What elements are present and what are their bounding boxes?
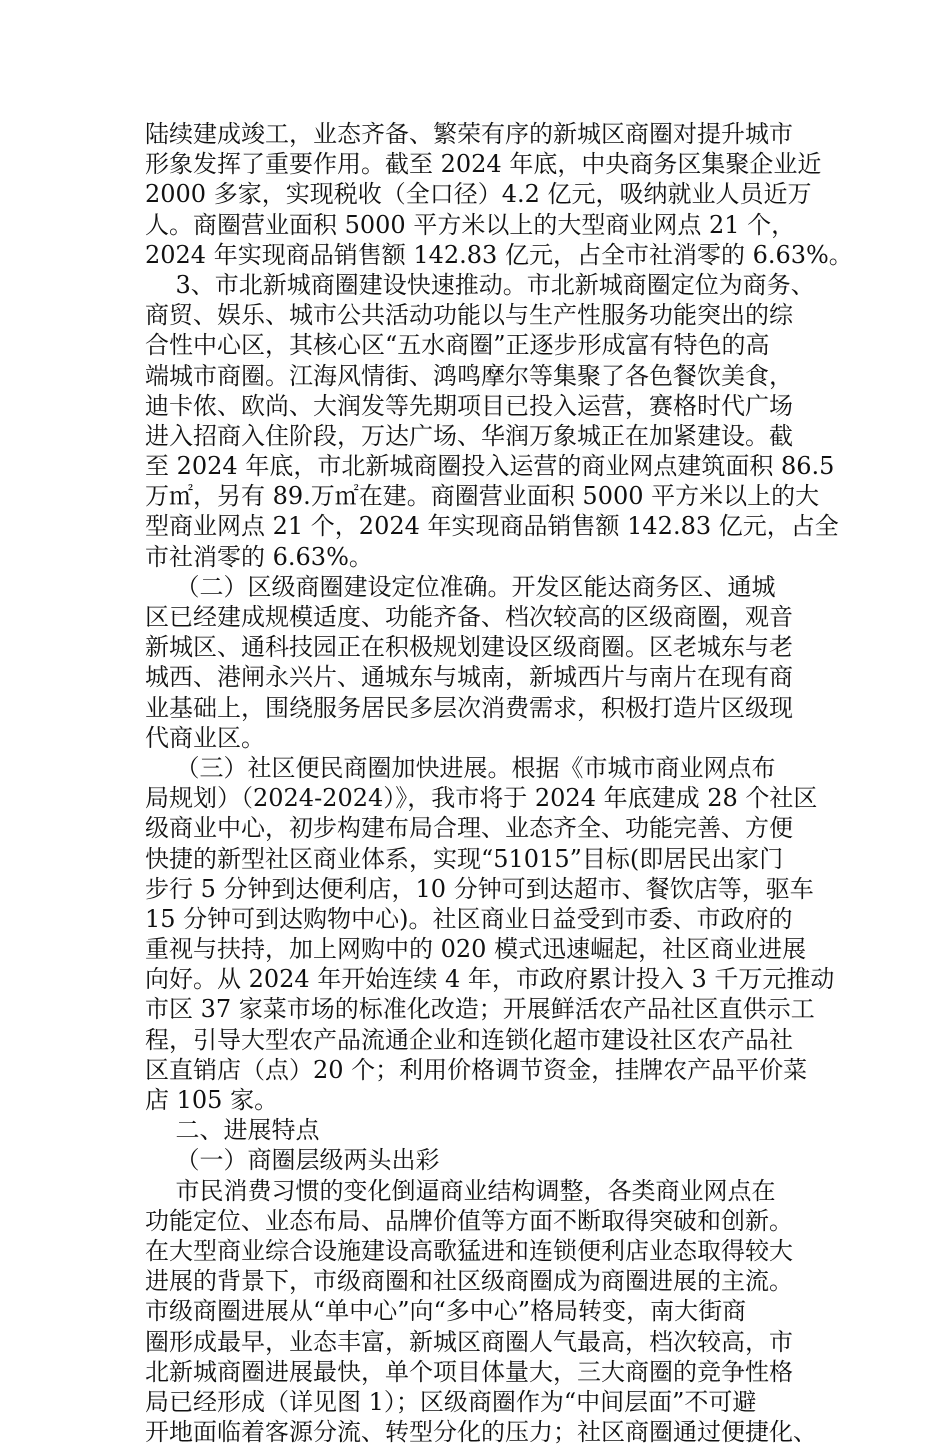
text-line: （二）区级商圈建设定位准确。开发区能达商务区、通城	[145, 572, 776, 601]
text-line: 市社消零的 6.63%。	[145, 542, 373, 571]
text-line: 功能定位、业态布局、品牌价值等方面不断取得突破和创新。	[145, 1206, 793, 1235]
text-line: 市民消费习惯的变化倒逼商业结构调整，各类商业网点在	[145, 1176, 776, 1205]
text-line: 业基础上，围绕服务居民多层次消费需求，积极打造片区级现	[145, 693, 793, 722]
text-line: 商贸、娱乐、城市公共活动功能以与生产性服务功能突出的综	[145, 301, 793, 330]
text-line: 型商业网点 21 个，2024 年实现商品销售额 142.83 亿元，占全	[145, 512, 839, 541]
text-line: 向好。从 2024 年开始连续 4 年，市政府累计投入 3 千万元推动	[145, 965, 835, 994]
text-line: 店 105 家。	[145, 1086, 279, 1114]
text-line: 级商业中心，初步构建布局合理、业态齐全、功能完善、方便	[145, 814, 793, 843]
text-line: 城西、港闸永兴片、通城东与城南，新城西片与南片在现有商	[145, 663, 793, 692]
text-line: 局已经形成（详见图 1）；区级商圈作为“中间层面”不可避	[145, 1387, 757, 1416]
text-line: 迪卡侬、欧尚、大润发等先期项目已投入运营，赛格时代广场	[145, 391, 793, 420]
text-line: 程，引导大型农产品流通企业和连锁化超市建设社区农产品社	[145, 1025, 793, 1054]
text-line: （三）社区便民商圈加快进展。根据《市城市商业网点布	[145, 753, 776, 782]
text-line: 快捷的新型社区商业体系，实现“51015”目标(即居民出家门	[145, 844, 784, 873]
subsection-heading: （一）商圈层级两头出彩	[145, 1146, 440, 1175]
text-line: 15 分钟可到达购物中心)。社区商业日益受到市委、市政府的	[145, 904, 793, 933]
text-line: 市级商圈进展从“单中心”向“多中心”格局转变，南大街商	[145, 1297, 747, 1326]
text-line: 新城区、通科技园正在积极规划建设区级商圈。区老城东与老	[145, 633, 793, 662]
text-line: 形象发挥了重要作用。截至 2024 年底，中央商务区集聚企业近	[145, 150, 822, 179]
text-line: 局规划）（2024-2024）》，我市将于 2024 年底建成 28 个社区	[145, 784, 818, 813]
text-line: 代商业区。	[145, 723, 265, 752]
text-line: 人。商圈营业面积 5000 平方米以上的大型商业网点 21 个，	[145, 210, 796, 239]
text-line: 进入招商入住阶段，万达广场、华润万象城正在加紧建设。截	[145, 421, 793, 450]
section-heading: 二、进展特点	[145, 1116, 320, 1145]
text-line: 万㎡，另有 89.万㎡在建。商圈营业面积 5000 平方米以上的大	[145, 482, 820, 511]
body-text	[145, 119, 853, 1447]
text-line: 至 2024 年底，市北新城商圈投入运营的商业网点建筑面积 86.5	[145, 452, 835, 481]
text-line: 端城市商圈。江海风情街、鸿鸣摩尔等集聚了各色餐饮美食，	[145, 361, 793, 390]
text-line: 北新城商圈进展最快，单个项目体量大，三大商圈的竞争性格	[145, 1357, 793, 1386]
text-line: 进展的背景下，市级商圈和社区级商圈成为商圈进展的主流。	[145, 1267, 793, 1296]
text-line: 市区 37 家菜市场的标准化改造；开展鲜活农产品社区直供示工	[145, 995, 815, 1024]
text-line: 在大型商业综合设施建设高歌猛进和连锁便利店业态取得较大	[145, 1236, 793, 1265]
text-line: 开地面临着客源分流、转型分化的压力；社区商圈通过便捷化、	[145, 1418, 817, 1447]
text-line: 2000 多家，实现税收（全口径）4.2 亿元，吸纳就业人员近万	[145, 180, 812, 209]
text-line: 重视与扶持，加上网购中的 020 模式迅速崛起，社区商业进展	[145, 935, 807, 964]
text-line: 圈形成最早，业态丰富，新城区商圈人气最高，档次较高，市	[145, 1327, 793, 1356]
text-line: 合性中心区，其核心区“五水商圈”正逐步形成富有特色的高	[145, 331, 770, 360]
text-line: 区直销店（点）20 个；利用价格调节资金，挂牌农产品平价菜	[145, 1055, 808, 1084]
text-line: 区已经建成规模适度、功能齐备、档次较高的区级商圈，观音	[145, 603, 793, 631]
text-line: 步行 5 分钟到达便利店，10 分钟可到达超市、餐饮店等，驱车	[145, 874, 814, 903]
text-line: 2024 年实现商品销售额 142.83 亿元，占全市社消零的 6.63%。	[145, 240, 853, 269]
text-line: 陆续建成竣工，业态齐备、繁荣有序的新城区商圈对提升城市	[145, 120, 793, 148]
text-line: 3、市北新城商圈建设快速推动。市北新城商圈定位为商务、	[145, 270, 815, 299]
